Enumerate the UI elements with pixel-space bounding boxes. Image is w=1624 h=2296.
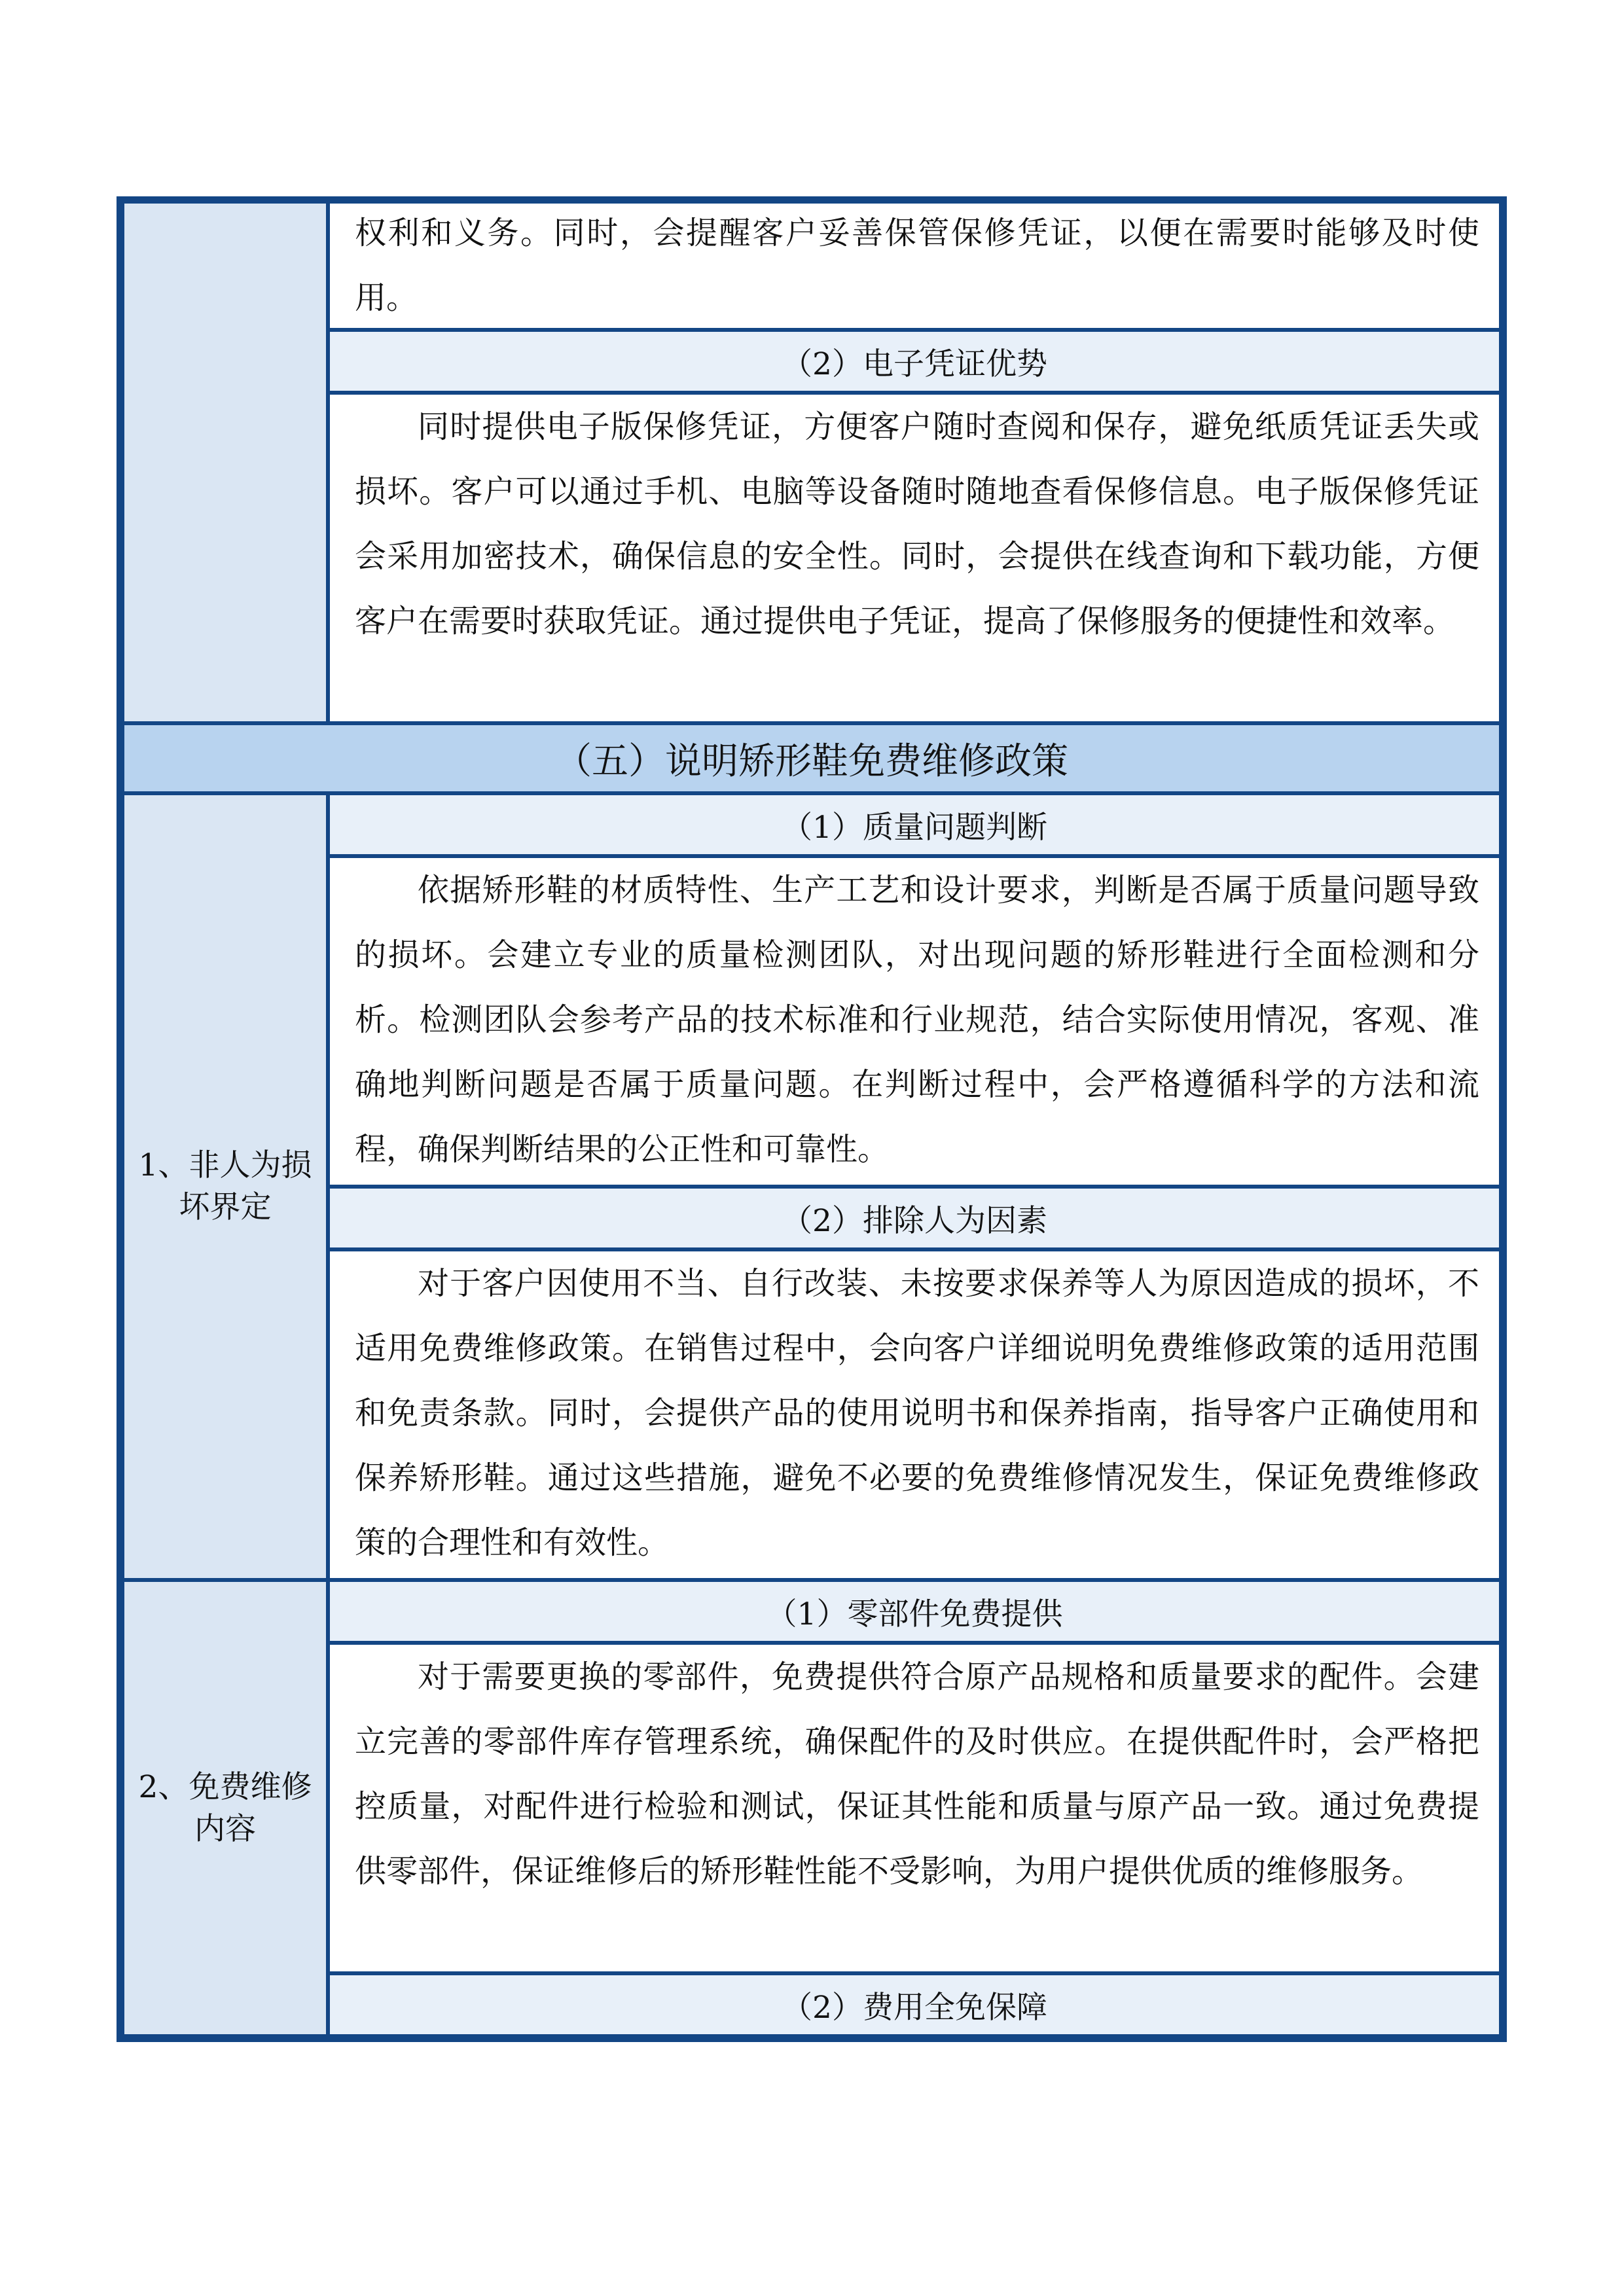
quality-judgment-body xyxy=(330,858,1499,1185)
continuation-body xyxy=(330,204,1499,328)
left-column-continuation xyxy=(124,204,326,721)
subheader-label: （2）电子凭证优势 xyxy=(782,346,1047,382)
section-header xyxy=(124,725,1499,791)
group-label-cell xyxy=(124,795,326,1578)
electronic-voucher-body xyxy=(330,395,1499,721)
body-text: 对于需要更换的零部件，免费提供符合原产品规格和质量要求的配件。会建立完善的零部件库存管理系统，确保配件的及时供应。在提供配件时，会严格把控质量，对配件进行检验和测试，保证其性能和质量与原产品一致。通过免费提供零部件，保证维修后的矫形鞋性能不受影响，为用户提供优质的维修服务。 xyxy=(355,1659,1479,1890)
subheader-quality-judgment xyxy=(330,795,1499,854)
subheader-full-fee-waiver xyxy=(330,1975,1499,2034)
body-text: 依据矫形鞋的材质特性、生产工艺和设计要求，判断是否属于质量问题导致的损坏。会建立专业的质量检测团队，对出现问题的矫形鞋进行全面检测和分析。检测团队会参考产品的技术标准和行业规范，结合实际使用情况，客观、准确地判断问题是否属于质量问题。在判断过程中，会严格遵循科学的方法和流程，确保判断结果的公正性和可靠性。 xyxy=(355,872,1479,1168)
free-parts-body xyxy=(330,1645,1499,1971)
section-title: （五）说明矫形鞋免费维修政策 xyxy=(555,740,1068,783)
group-label-cell xyxy=(124,1582,326,2034)
exclude-human-factors-body xyxy=(330,1251,1499,1578)
group-label: 1、非人为损坏界定 xyxy=(138,1147,312,1225)
subheader-label: （1）质量问题判断 xyxy=(782,809,1047,846)
body-text: 对于客户因使用不当、自行改装、未按要求保养等人为原因造成的损坏，不适用免费维修政策。在销售过程中，会向客户详细说明免费维修政策的适用范围和免责条款。同时，会提供产品的使用说明书和保养指南，指导客户正确使用和保养矫形鞋。通过这些措施，避免不必要的免费维修情况发生，保证免费维修政策的合理性和有效性。 xyxy=(355,1265,1479,1561)
subheader-exclude-human-factors xyxy=(330,1189,1499,1247)
subheader-electronic-voucher xyxy=(330,332,1499,391)
body-text: 同时提供电子版保修凭证，方便客户随时查阅和保存，避免纸质凭证丢失或损坏。客户可以通过手机、电脑等设备随时随地查看保修信息。电子版保修凭证会采用加密技术，确保信息的安全性。同时，会提供在线查询和下载功能，方便客户在需要时获取凭证。通过提供电子凭证，提高了保修服务的便捷性和效率。 xyxy=(355,408,1479,639)
group-label: 2、免费维修内容 xyxy=(138,1768,312,1847)
subheader-free-parts xyxy=(330,1582,1499,1641)
subheader-label: （2）排除人为因素 xyxy=(782,1202,1047,1239)
subheader-label: （2）费用全免保障 xyxy=(782,1989,1047,2026)
subheader-label: （1）零部件免费提供 xyxy=(766,1596,1063,1632)
body-text: 权利和义务。同时，会提醒客户妥善保管保修凭证，以便在需要时能够及时使用。 xyxy=(355,215,1479,316)
